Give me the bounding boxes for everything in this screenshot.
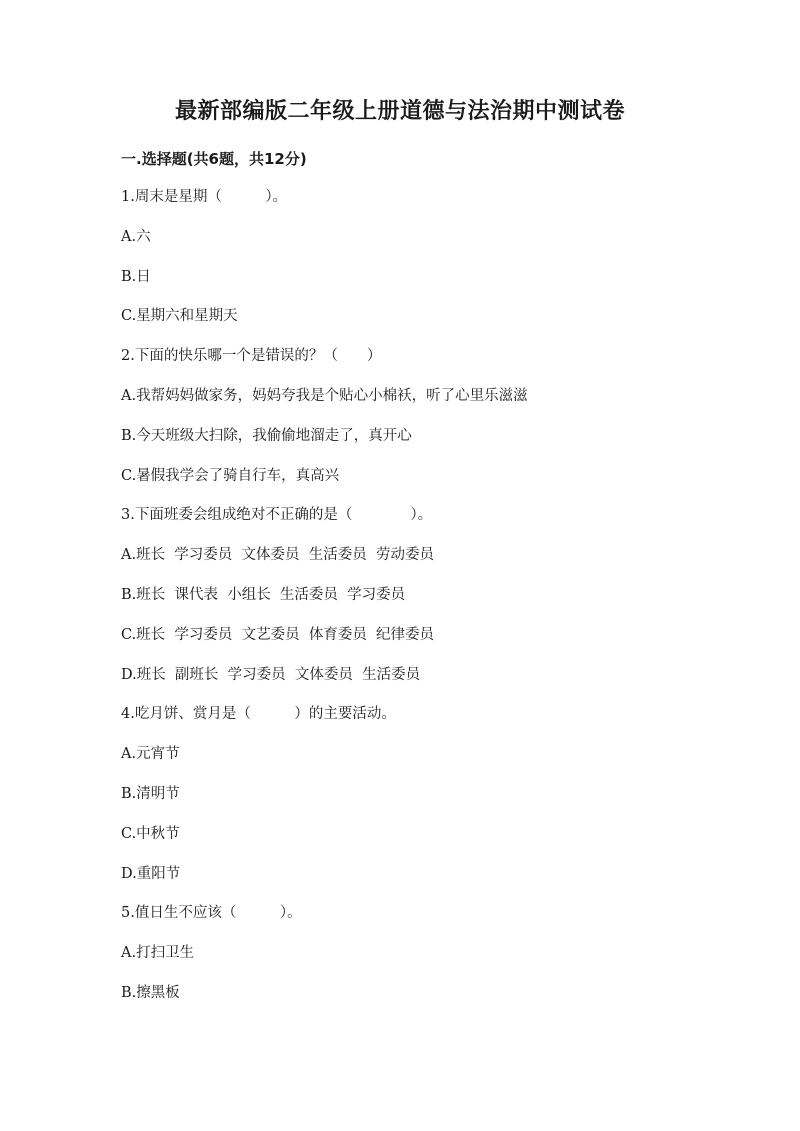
answer-option: B.清明节 [121,785,180,802]
question-stem: 1.周末是星期（ ）。 [121,189,288,205]
answer-option: A.班长 学习委员 文体委员 生活委员 劳动委员 [121,547,434,564]
section-heading: 一.选择题(共6题，共12分) [121,150,307,168]
answer-option: B.擦黑板 [121,984,180,1001]
answer-option: B.日 [121,268,151,285]
answer-option: C.班长 学习委员 文艺委员 体育委员 纪律委员 [121,626,435,643]
question-stem: 4.吃月饼、赏月是（ ）的主要活动。 [121,706,396,723]
question-stem: 3.下面班委会组成绝对不正确的是（ ）。 [121,507,433,524]
answer-option: C.中秋节 [121,825,180,842]
answer-option: A.打扫卫生 [121,945,195,962]
answer-option: B.今天班级大扫除，我偷偷地溜走了，真开心 [121,427,412,444]
answer-option: D.班长 副班长 学习委员 文体委员 生活委员 [121,666,421,683]
answer-option: D.重阳节 [121,865,181,882]
answer-option: C.暑假我学会了骑自行车，真高兴 [121,467,340,484]
answer-option: A.六 [121,228,151,245]
question-stem: 5.值日生不应该（ ）。 [121,905,302,922]
answer-option: A.我帮妈妈做家务，妈妈夸我是个贴心小棉袄，听了心里乐滋滋 [121,387,528,404]
question-stem: 2.下面的快乐哪一个是错误的？（ ） [121,348,382,365]
answer-option: B.班长 课代表 小组长 生活委员 学习委员 [121,586,406,603]
answer-option: C.星期六和星期天 [121,308,238,325]
question-list [121,185,741,1021]
page-title: 最新部编版二年级上册道德与法治期中测试卷 [174,99,625,124]
answer-option: A.元宵节 [121,746,180,763]
